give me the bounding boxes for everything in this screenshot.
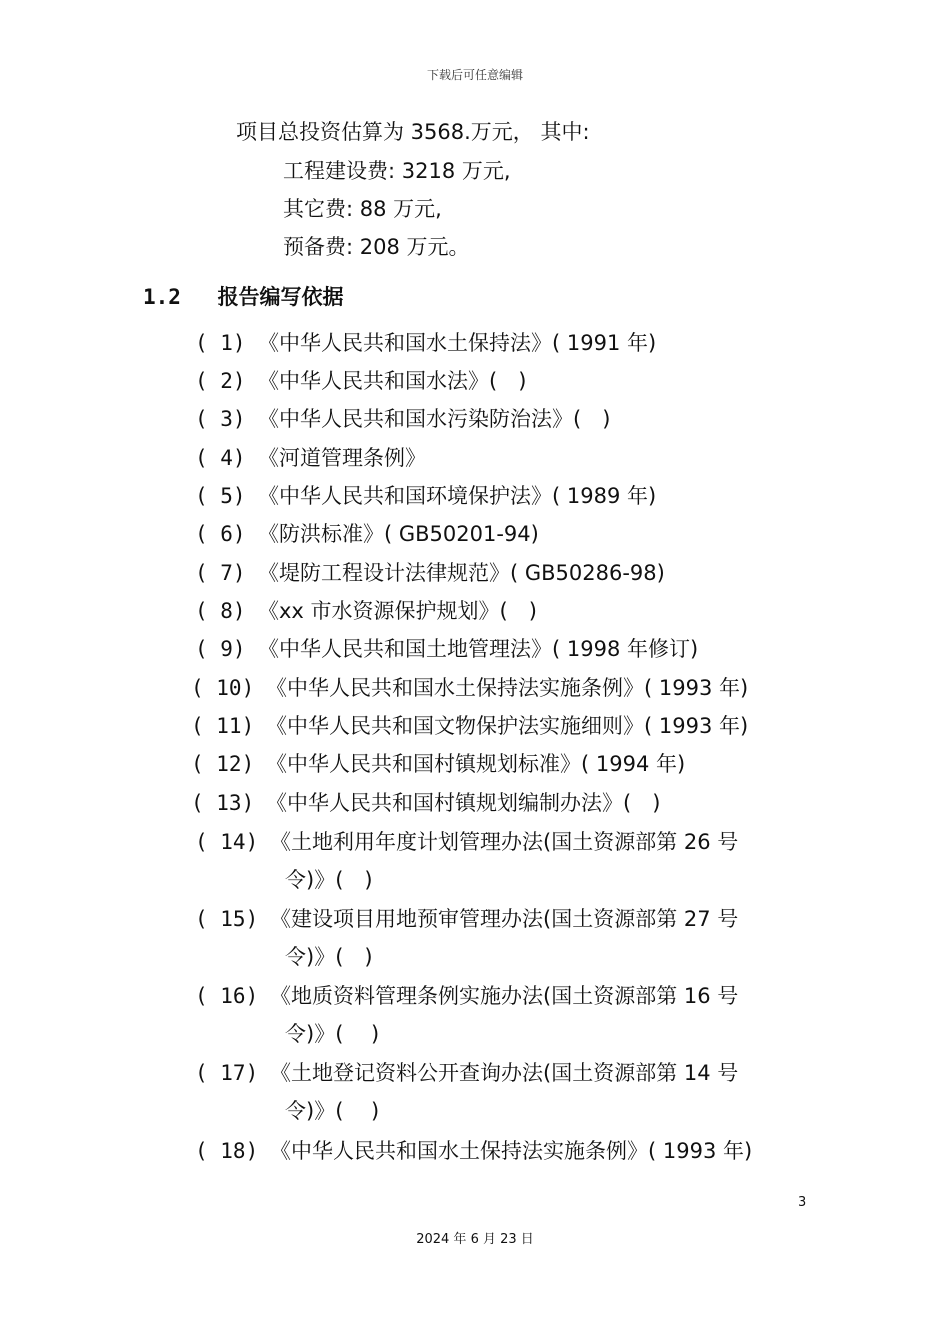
- ref-title: 《河道管理条例》: [258, 446, 426, 470]
- footer-date: 2024 年 6 月 23 日: [416, 1232, 534, 1247]
- ref-title-continuation: 令)》( ): [285, 945, 373, 969]
- ref-number: ( 6): [195, 522, 246, 546]
- ref-title: 《中华人民共和国村镇规划标准》( 1994 年): [266, 752, 686, 776]
- ref-number: ( 8): [195, 599, 246, 623]
- ref-number: ( 10): [191, 676, 255, 700]
- ref-title: 《中华人民共和国水法》( ): [258, 369, 527, 393]
- ref-number: ( 14): [195, 830, 259, 854]
- investment-total: 项目总投资估算为 3568.万元， 其中:: [236, 120, 590, 144]
- ref-title: 《土地登记资料公开查询办法(国土资源部第 14 号: [270, 1061, 739, 1085]
- ref-number: ( 13): [191, 791, 255, 815]
- ref-title-continuation: 令)》( ): [285, 1022, 380, 1046]
- section-number: 1.2: [143, 285, 181, 309]
- section-heading: [143, 283, 344, 311]
- investment-item: 预备费: 208 万元。: [283, 235, 470, 259]
- ref-title: 《中华人民共和国文物保护法实施细则》( 1993 年): [266, 714, 749, 738]
- ref-title: 《防洪标准》( GB50201-94): [258, 522, 539, 546]
- ref-number: ( 15): [195, 907, 259, 931]
- page-number: 3: [798, 1195, 807, 1210]
- investment-item: 工程建设费: 3218 万元,: [283, 159, 511, 183]
- ref-number: ( 7): [195, 561, 246, 585]
- section-title: 报告编写依据: [217, 285, 344, 309]
- ref-number: ( 11): [191, 714, 255, 738]
- ref-title: 《土地利用年度计划管理办法(国土资源部第 26 号: [270, 830, 739, 854]
- ref-title: 《中华人民共和国土地管理法》( 1998 年修订): [258, 637, 699, 661]
- ref-number: ( 5): [195, 484, 246, 508]
- ref-title: 《中华人民共和国水污染防治法》( ): [258, 407, 611, 431]
- ref-number: ( 18): [195, 1139, 259, 1163]
- ref-number: ( 1): [195, 331, 246, 355]
- ref-number: ( 3): [195, 407, 246, 431]
- ref-title-continuation: 令)》( ): [285, 868, 373, 892]
- ref-number: ( 9): [195, 637, 246, 661]
- ref-title: 《中华人民共和国水土保持法》( 1991 年): [258, 331, 657, 355]
- ref-title: 《中华人民共和国水土保持法实施条例》( 1993 年): [270, 1139, 753, 1163]
- ref-title: 《中华人民共和国村镇规划编制办法》( ): [266, 791, 661, 815]
- ref-title: 《xx 市水资源保护规划》( ): [258, 599, 537, 623]
- investment-item: 其它费: 88 万元,: [283, 197, 442, 221]
- ref-number: ( 17): [195, 1061, 259, 1085]
- ref-number: ( 16): [195, 984, 259, 1008]
- ref-title: 《堤防工程设计法律规范》( GB50286-98): [258, 561, 665, 585]
- ref-number: ( 12): [191, 752, 255, 776]
- ref-number: ( 4): [195, 446, 246, 470]
- ref-title-continuation: 令)》( ): [285, 1099, 380, 1123]
- ref-number: ( 2): [195, 369, 246, 393]
- ref-title: 《中华人民共和国水土保持法实施条例》( 1993 年): [266, 676, 749, 700]
- page-header: 下载后可任意编辑: [426, 68, 523, 82]
- ref-title: 《建设项目用地预审管理办法(国土资源部第 27 号: [270, 907, 739, 931]
- ref-title: 《地质资料管理条例实施办法(国土资源部第 16 号: [270, 984, 739, 1008]
- ref-title: 《中华人民共和国环境保护法》( 1989 年): [258, 484, 657, 508]
